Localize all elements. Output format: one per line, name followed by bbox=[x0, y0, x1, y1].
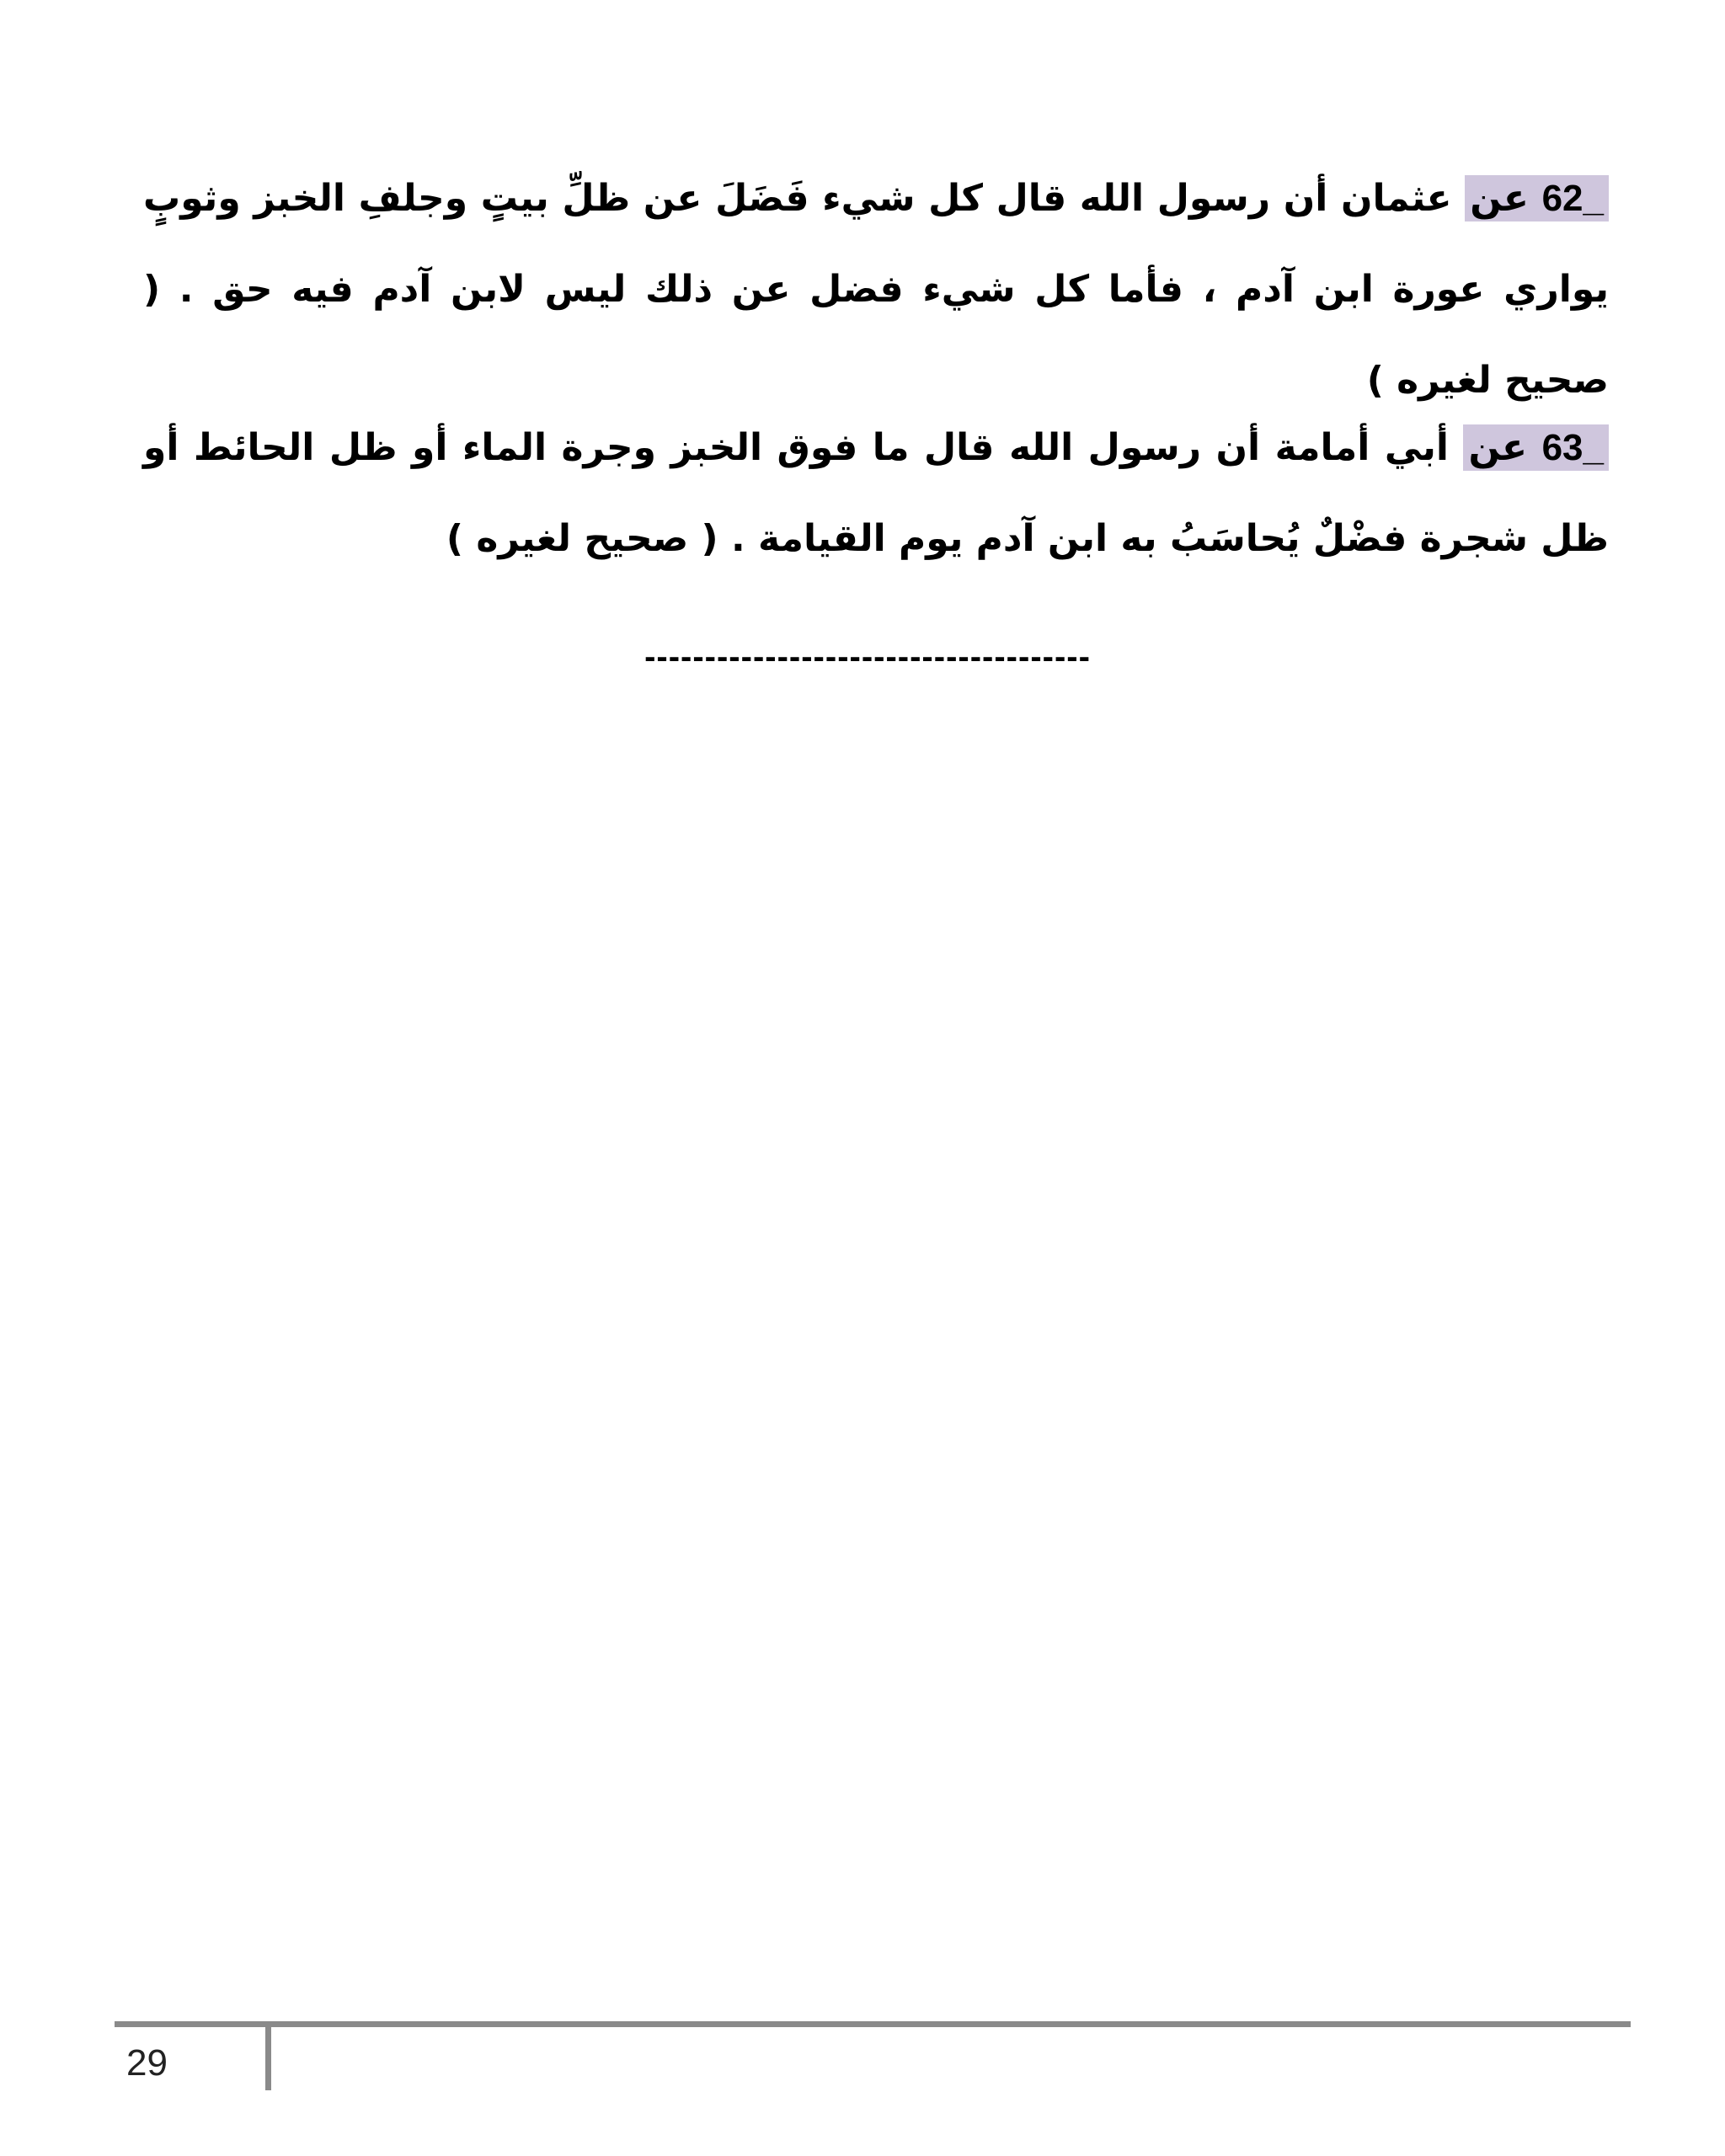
hadith-number-highlight bbox=[1465, 175, 1609, 221]
hadith-62 bbox=[143, 153, 1609, 426]
hadith-opening-word: عن bbox=[1470, 177, 1529, 220]
hadith-number: 63_ bbox=[1541, 427, 1604, 468]
hadith-number-highlight bbox=[1463, 424, 1609, 471]
page-number: 29 bbox=[126, 2042, 168, 2084]
hadith-63 bbox=[143, 403, 1609, 584]
hadith-opening-word: عن bbox=[1468, 426, 1528, 469]
footer-rule bbox=[115, 2021, 1631, 2027]
footer-divider-tick bbox=[265, 2021, 271, 2090]
hadith-text: عثمان أن رسول الله قال كل شيء فَضَلَ عن ظلِّ بيتٍ وجلفِ الخبز وثوبٍ يواري عورة ابن آدم ، فأما كل شيء فضل عن ذلك ليس لابن آدم فيه حق . ( صحيح لغيره ) bbox=[143, 177, 1609, 402]
hadith-number: 62_ bbox=[1541, 178, 1604, 219]
section-separator: ------------------------------------- bbox=[644, 638, 1091, 675]
hadith-text: أبي أمامة أن رسول الله قال ما فوق الخبز وجرة الماء أو ظل الحائط أو ظل شجرة فضْلٌ يُحاسَبُ به ابن آدم يوم القيامة . ( صحيح لغيره ) bbox=[143, 426, 1609, 560]
